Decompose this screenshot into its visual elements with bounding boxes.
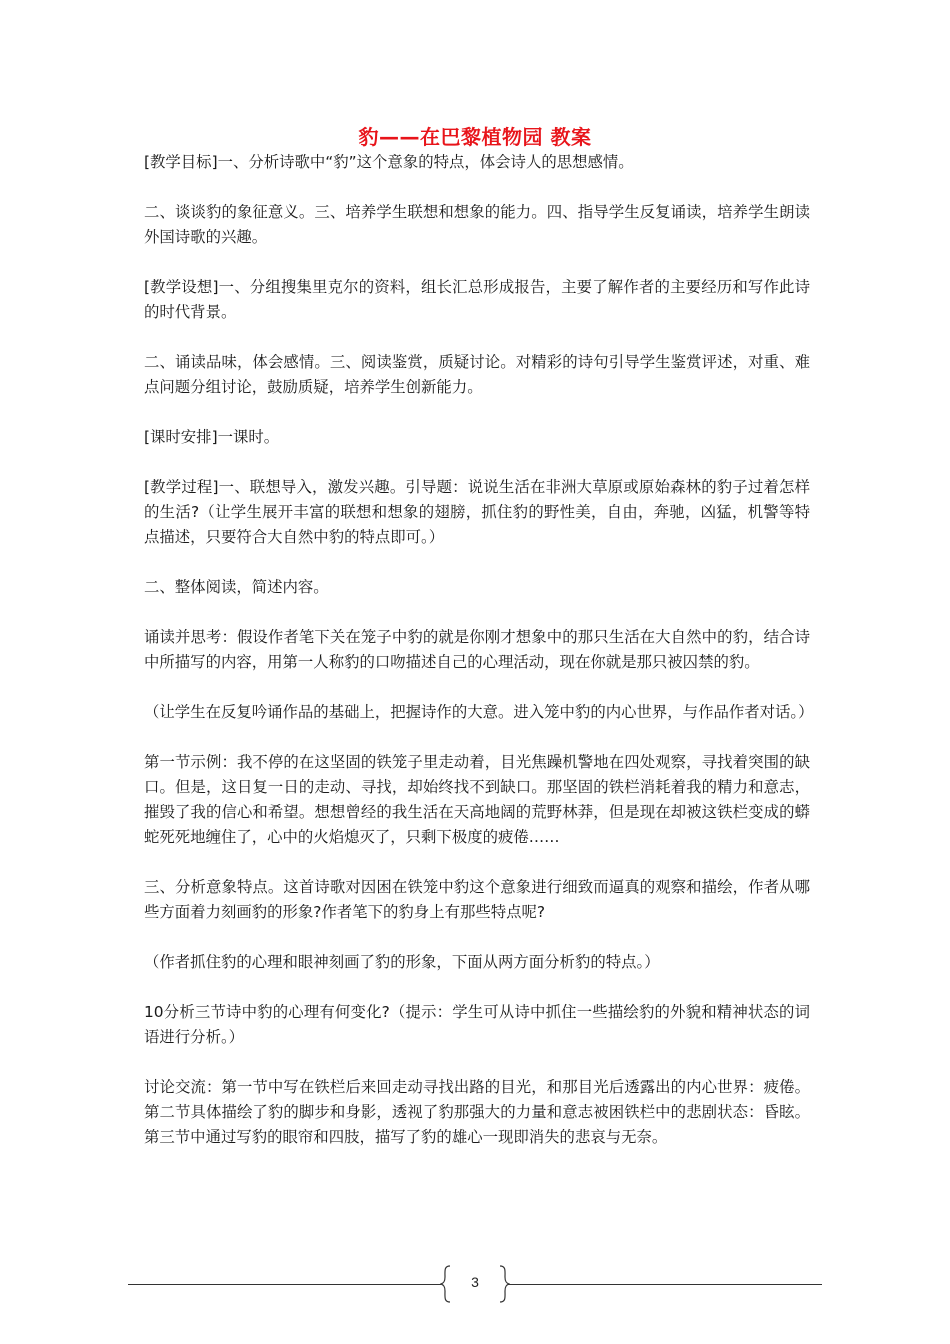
paragraph-recite-think: 诵读并思考：假设作者笔下关在笼子中豹的就是你刚才想象中的那只生活在大自然中的豹，结合诗中所描写的内容，用第一人称豹的口吻描述自己的心理活动，现在你就是那只被囚禁的豹。 — [144, 628, 810, 671]
paragraph-schedule: [课时安排]一课时。 — [144, 428, 280, 446]
paragraph-discussion: 讨论交流：第一节中写在铁栏后来回走动寻找出路的目光，和那目光后透露出的内心世界：疲倦。第二节具体描绘了豹的脚步和身影，透视了豹那强大的力量和意志被困铁栏中的悲剧状态：昏眩。第三节中通过写豹的眼帘和四肢，描写了豹的雄心一现即消失的悲哀与无奈。 — [144, 1078, 810, 1146]
paragraph-image-analysis: 三、分析意象特点。这首诗歌对因困在铁笼中豹这个意象进行细致而逼真的观察和描绘，作者从哪些方面着力刻画豹的形象?作者笔下的豹身上有那些特点呢? — [144, 878, 810, 921]
paragraph-section-example: 第一节示例：我不停的在这坚固的铁笼子里走动着，目光焦躁机警地在四处观察，寻找着突围的缺口。但是，这日复一日的走动、寻找，却始终找不到缺口。那坚固的铁栏消耗着我的精力和意志，摧毁了我的信心和希望。想想曾经的我生活在天高地阔的荒野林莽，但是现在却被这铁栏变成的蟒蛇死死地缠住了，心中的火焰熄灭了，只剩下极度的疲倦…… — [144, 753, 810, 846]
paragraph-teaching-process: [教学过程]一、联想导入，激发兴趣。引导题：说说生活在非洲大草原或原始森林的豹子过着怎样的生活?（让学生展开丰富的联想和想象的翅膀，抓住豹的野性美，自由，奔驰，凶猛，机警等特点描述，只要符合大自然中豹的特点即可。） — [144, 478, 810, 546]
left-brace-icon — [440, 1265, 452, 1303]
footer-divider-right — [508, 1284, 822, 1285]
document-title: 豹——在巴黎植物园 教案 — [358, 125, 592, 149]
footer-divider-left — [128, 1284, 441, 1285]
document-body — [144, 150, 814, 1150]
paragraph-psychology-question: 10分析三节诗中豹的心理有何变化?（提示：学生可从诗中抓住一些描绘豹的外貌和精神状态的词语进行分析。） — [144, 1003, 810, 1046]
paragraph-recite-note: （让学生在反复吟诵作品的基础上，把握诗作的大意。进入笼中豹的内心世界，与作品作者对话。） — [144, 703, 814, 721]
paragraph-analysis-note: （作者抓住豹的心理和眼神刻画了豹的形象，下面从两方面分析豹的特点。） — [144, 953, 660, 971]
paragraph-teaching-design: [教学设想]一、分组搜集里克尔的资料，组长汇总形成报告，主要了解作者的主要经历和写作此诗的时代背景。 — [144, 278, 810, 321]
paragraph-goals-continued: 二、谈谈豹的象征意义。三、培养学生联想和想象的能力。四、指导学生反复诵读，培养学生朗读外国诗歌的兴趣。 — [144, 203, 810, 246]
page-footer — [0, 1262, 950, 1306]
paragraph-overall-reading: 二、整体阅读，简述内容。 — [144, 578, 329, 596]
paragraph-design-continued: 二、诵读品味，体会感情。三、阅读鉴赏，质疑讨论。对精彩的诗句引导学生鉴赏评述，对重、难点问题分组讨论，鼓励质疑，培养学生创新能力。 — [144, 353, 810, 396]
page-number: 3 — [471, 1274, 479, 1290]
paragraph-teaching-goals: [教学目标]一、分析诗歌中“豹”这个意象的特点，体会诗人的思想感情。 — [144, 153, 634, 171]
